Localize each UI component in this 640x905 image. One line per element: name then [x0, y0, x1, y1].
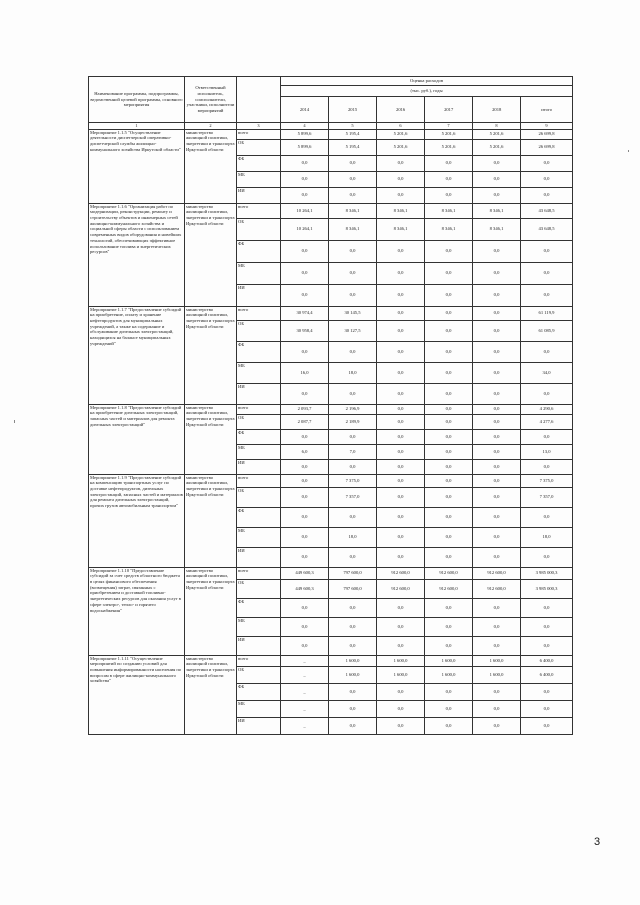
funding-source: всего — [237, 567, 281, 579]
year-value: 0,0 — [473, 700, 521, 717]
year-value: 0,0 — [377, 459, 425, 474]
table-header — [89, 77, 573, 130]
year-value: 0,0 — [377, 171, 425, 187]
col-index: 2 — [185, 123, 237, 130]
year-value: 0,0 — [425, 547, 473, 567]
year-value: 0,0 — [377, 487, 425, 507]
year-value: 0,0 — [473, 155, 521, 171]
year-value: 0,0 — [473, 474, 521, 487]
year-value: 0,0 — [473, 459, 521, 474]
total-value: 34,0 — [521, 362, 573, 383]
activity-name: Мероприятие 1.1.10 "Предоставление субсидий за счет средств областного бюджета в целях финансового обеспечения (возмещения) затрат, связанных с приобретением и доставкой топливно-энергетических ресурсов для оказания услуг в сфере электро-, тепло- и горячего водоснабжения" — [89, 567, 185, 655]
year-value: 30 145,5 — [329, 306, 377, 320]
year-value: 0,0 — [425, 717, 473, 734]
year-value: 2 189,9 — [329, 414, 377, 429]
total-value: 3 985 000,3 — [521, 579, 573, 598]
year-value: 8 346,1 — [425, 218, 473, 240]
year-value: 30 974,4 — [281, 306, 329, 320]
year-value: 0,0 — [425, 320, 473, 341]
year-value: 0,0 — [377, 636, 425, 655]
year-value: 5 201,6 — [425, 139, 473, 155]
year-value: 7 375,0 — [329, 474, 377, 487]
table-row — [89, 655, 573, 666]
total-value: 0,0 — [521, 459, 573, 474]
year-value: 0,0 — [281, 487, 329, 507]
col-index: 5 — [329, 123, 377, 130]
funding-source: ФБ — [237, 155, 281, 171]
year-value: 0,0 — [473, 414, 521, 429]
year-value: 0,0 — [473, 171, 521, 187]
year-value: 0,0 — [473, 320, 521, 341]
total-value: 3 985 000,3 — [521, 567, 573, 579]
year-value: 912 600,0 — [473, 579, 521, 598]
funding-source: всего — [237, 655, 281, 666]
years-row — [281, 97, 572, 122]
funding-source: ФБ — [237, 598, 281, 617]
col-index: 7 — [425, 123, 473, 130]
year-value: 0,0 — [281, 171, 329, 187]
executor-name: министерство жилищной политики, энергетики и транспорта Иркутской области — [185, 567, 237, 655]
total-value: 0,0 — [521, 155, 573, 171]
year-value: 0,0 — [329, 617, 377, 636]
funding-source: ФБ — [237, 683, 281, 700]
total-value: 43 648,5 — [521, 218, 573, 240]
col-index: 9 — [521, 123, 573, 130]
year-value: 10 264,1 — [281, 203, 329, 218]
total-value: 0,0 — [521, 700, 573, 717]
year-header: 2017 — [425, 97, 473, 122]
estimate-subheader — [281, 86, 573, 123]
year-value: 1 600,0 — [377, 655, 425, 666]
year-value: 0,0 — [425, 459, 473, 474]
scan-speck — [14, 420, 15, 423]
year-value: 0,0 — [377, 240, 425, 262]
activity-name: Мероприятие 1.1.7 "Предоставление субсидий на приобретение, оплату и хранение нефтепродуктов для муниципальных учреждений, а также на содержание и обслуживание дизельных электростанций, находящихся на балансе муниципальных учреждений" — [89, 306, 185, 404]
funding-source: ИИ — [237, 187, 281, 203]
executor-name: министерство жилищной политики, энергетики и транспорта Иркутской области — [185, 129, 237, 203]
year-value: 1 600,0 — [377, 666, 425, 683]
year-value: _ — [281, 683, 329, 700]
estimate-unit: (тыс. руб.), годы — [281, 86, 572, 97]
year-value: _ — [281, 717, 329, 734]
total-value: 0,0 — [521, 171, 573, 187]
total-value: 61 085,9 — [521, 320, 573, 341]
year-value: 1 600,0 — [329, 655, 377, 666]
table-body — [89, 129, 573, 734]
year-value: 0,0 — [281, 474, 329, 487]
funding-source: ОБ — [237, 414, 281, 429]
year-value: 0,0 — [329, 429, 377, 444]
total-value: 0,0 — [521, 617, 573, 636]
year-value: 1 600,0 — [473, 655, 521, 666]
year-value: 5 195,4 — [329, 139, 377, 155]
funding-source: МБ — [237, 527, 281, 547]
year-value: 0,0 — [377, 507, 425, 527]
table-row — [89, 404, 573, 414]
total-value: 43 648,5 — [521, 203, 573, 218]
year-value: 0,0 — [473, 717, 521, 734]
year-value: 449 600,3 — [281, 579, 329, 598]
year-value: 0,0 — [425, 444, 473, 459]
year-value: _ — [281, 700, 329, 717]
year-value: 0,0 — [377, 527, 425, 547]
year-value: 2 087,7 — [281, 414, 329, 429]
funding-source: ИИ — [237, 383, 281, 404]
funding-source: ИИ — [237, 459, 281, 474]
year-value: 0,0 — [473, 362, 521, 383]
year-value: 0,0 — [329, 187, 377, 203]
funding-source: ОБ — [237, 139, 281, 155]
year-value: 5 201,6 — [425, 129, 473, 139]
year-value: 449 600,3 — [281, 567, 329, 579]
year-value: 0,0 — [377, 444, 425, 459]
year-value: 797 600,0 — [329, 579, 377, 598]
year-value: 0,0 — [377, 320, 425, 341]
total-value: 0,0 — [521, 547, 573, 567]
activity-name: Мероприятие 1.1.8 "Предоставление субсидий на приобретение дизельных электростанций, запасных частей и материалов для ремонта дизельных электростанций" — [89, 404, 185, 474]
year-value: 0,0 — [377, 474, 425, 487]
year-value: 0,0 — [425, 429, 473, 444]
year-value: 0,0 — [377, 284, 425, 306]
year-value: 6,0 — [281, 444, 329, 459]
year-value: 912 600,0 — [425, 579, 473, 598]
total-value: 0,0 — [521, 598, 573, 617]
year-value: 912 600,0 — [377, 579, 425, 598]
year-value: 1 600,0 — [329, 666, 377, 683]
funding-source: ОБ — [237, 320, 281, 341]
year-value: 0,0 — [473, 284, 521, 306]
funding-source: ОБ — [237, 666, 281, 683]
year-value: 0,0 — [473, 306, 521, 320]
total-value: 6 400,0 — [521, 655, 573, 666]
year-header: 2014 — [281, 97, 329, 122]
year-value: 0,0 — [473, 187, 521, 203]
year-value: 0,0 — [425, 507, 473, 527]
year-value: 0,0 — [329, 155, 377, 171]
year-value: 16,0 — [281, 362, 329, 383]
year-value: _ — [281, 655, 329, 666]
year-value: 18,0 — [329, 362, 377, 383]
year-value: 8 346,1 — [329, 203, 377, 218]
col-index: 4 — [281, 123, 329, 130]
col-index: 3 — [237, 123, 281, 130]
year-value: 0,0 — [377, 717, 425, 734]
year-header: 2015 — [329, 97, 377, 122]
year-value: 0,0 — [281, 507, 329, 527]
year-value: 0,0 — [473, 683, 521, 700]
year-value: 7 357,0 — [329, 487, 377, 507]
year-value: 0,0 — [473, 341, 521, 362]
col-source-header — [237, 77, 281, 123]
year-value: 0,0 — [377, 262, 425, 284]
year-value: 0,0 — [425, 240, 473, 262]
year-value: 10 264,1 — [281, 218, 329, 240]
total-value: 0,0 — [521, 240, 573, 262]
funding-source: МБ — [237, 444, 281, 459]
activity-name: Мероприятие 1.1.5 "Осуществление деятельности диспетчерской оперативно-диспетчерской службы жилищно-коммунального хозяйства Иркутской области" — [89, 129, 185, 203]
total-value: 26 699,8 — [521, 129, 573, 139]
funding-source: ФБ — [237, 507, 281, 527]
year-value: 5 201,6 — [473, 139, 521, 155]
year-value: 0,0 — [281, 598, 329, 617]
year-value: 0,0 — [425, 683, 473, 700]
year-value: 8 346,1 — [377, 203, 425, 218]
total-value: 13,0 — [521, 444, 573, 459]
year-value: 0,0 — [473, 383, 521, 404]
year-value: 0,0 — [425, 171, 473, 187]
year-value: 0,0 — [425, 487, 473, 507]
funding-source: ОБ — [237, 487, 281, 507]
year-value: 0,0 — [281, 547, 329, 567]
total-value: 61 119,9 — [521, 306, 573, 320]
year-value: 8 346,1 — [425, 203, 473, 218]
year-value: 0,0 — [425, 414, 473, 429]
year-value: 0,0 — [473, 487, 521, 507]
year-value: 0,0 — [377, 617, 425, 636]
year-value: 0,0 — [329, 171, 377, 187]
funding-source: ФБ — [237, 240, 281, 262]
funding-source: всего — [237, 306, 281, 320]
year-value: 0,0 — [425, 527, 473, 547]
funding-source: всего — [237, 474, 281, 487]
funding-source: МБ — [237, 262, 281, 284]
executor-name: министерство жилищной политики, энергетики и транспорта Иркутской области — [185, 404, 237, 474]
col-executor-header: Ответственный исполнитель, соисполнители, участники, исполнители мероприятий — [185, 77, 237, 123]
year-value: 0,0 — [377, 700, 425, 717]
funding-source: ИИ — [237, 284, 281, 306]
year-value: 0,0 — [425, 636, 473, 655]
total-value: 0,0 — [521, 284, 573, 306]
year-value: 912 600,0 — [425, 567, 473, 579]
year-header: 2016 — [377, 97, 425, 122]
year-value: 0,0 — [377, 341, 425, 362]
year-value: 0,0 — [473, 429, 521, 444]
year-value: 1 600,0 — [425, 666, 473, 683]
budget-table — [88, 76, 573, 735]
activity-name: Мероприятие 1.1.9 "Предоставление субсидий на компенсацию транспортных услуг по доставке нефтепродуктов, дизельных электростанций, запасных частей и материалов для ремонта дизельных электростанций, прочих грузов автомобильным транспортом" — [89, 474, 185, 567]
activity-name: Мероприятие 1.1.11 "Осуществление мероприятий по созданию условий для повышения информированности населения по вопросам в сфере жилищно-коммунального хозяйства" — [89, 655, 185, 734]
year-value: 0,0 — [473, 507, 521, 527]
year-value: 0,0 — [473, 262, 521, 284]
table-row — [89, 306, 573, 320]
year-value: 0,0 — [425, 341, 473, 362]
year-value: 0,0 — [473, 636, 521, 655]
year-value: 0,0 — [473, 240, 521, 262]
year-value: 1 600,0 — [473, 666, 521, 683]
year-value: 8 346,1 — [329, 218, 377, 240]
year-value: 0,0 — [329, 717, 377, 734]
year-value: 1 600,0 — [425, 655, 473, 666]
year-value: 0,0 — [377, 306, 425, 320]
year-value: 5 195,4 — [329, 129, 377, 139]
year-value: 0,0 — [281, 155, 329, 171]
year-value: 912 600,0 — [473, 567, 521, 579]
year-value: 0,0 — [473, 444, 521, 459]
year-value: 0,0 — [425, 598, 473, 617]
year-value: 0,0 — [281, 284, 329, 306]
year-value: 0,0 — [281, 459, 329, 474]
year-value: 0,0 — [473, 598, 521, 617]
total-header: итого — [541, 106, 553, 112]
year-value: _ — [281, 666, 329, 683]
funding-source: МБ — [237, 700, 281, 717]
year-value: 0,0 — [473, 547, 521, 567]
year-value: 0,0 — [329, 683, 377, 700]
executor-name: министерство жилищной политики, энергетики и транспорта Иркутской области — [185, 203, 237, 306]
total-value: 4 277,6 — [521, 414, 573, 429]
year-value: 0,0 — [473, 617, 521, 636]
year-value: 0,0 — [377, 383, 425, 404]
year-value: 0,0 — [329, 636, 377, 655]
col-index: 1 — [89, 123, 185, 130]
year-value: 5 201,6 — [377, 129, 425, 139]
year-value: 0,0 — [425, 404, 473, 414]
year-value: 0,0 — [281, 617, 329, 636]
col-program-header: Наименование программы, подпрограммы, ведомственной целевой программы, основного мероприятия — [89, 77, 185, 123]
year-value: 0,0 — [377, 547, 425, 567]
year-header: 2018 — [473, 97, 521, 122]
table-row — [89, 474, 573, 487]
year-value: 0,0 — [425, 617, 473, 636]
year-value: 0,0 — [377, 187, 425, 203]
funding-source: всего — [237, 203, 281, 218]
total-value: 7 375,0 — [521, 474, 573, 487]
year-value: 912 600,0 — [377, 567, 425, 579]
year-value: 0,0 — [329, 547, 377, 567]
total-value: 7 357,0 — [521, 487, 573, 507]
funding-source: МБ — [237, 171, 281, 187]
table-row — [89, 129, 573, 139]
funding-source: МБ — [237, 362, 281, 383]
total-value: 0,0 — [521, 262, 573, 284]
executor-name: министерство жилищной политики, энергетики и транспорта Иркутской области — [185, 306, 237, 404]
total-value: 6 400,0 — [521, 666, 573, 683]
year-value: 0,0 — [281, 383, 329, 404]
year-value: 0,0 — [425, 700, 473, 717]
year-value: 18,0 — [329, 527, 377, 547]
total-value: 0,0 — [521, 507, 573, 527]
year-value: 0,0 — [281, 527, 329, 547]
total-value: 0,0 — [521, 429, 573, 444]
year-value: 0,0 — [281, 429, 329, 444]
year-value: 0,0 — [425, 187, 473, 203]
funding-source: ИИ — [237, 717, 281, 734]
year-value: 0,0 — [329, 507, 377, 527]
funding-source: ИИ — [237, 636, 281, 655]
year-value: 2 196,9 — [329, 404, 377, 414]
year-value: 5 201,6 — [473, 129, 521, 139]
year-value: 0,0 — [329, 598, 377, 617]
table-row — [89, 203, 573, 218]
year-value: 0,0 — [281, 187, 329, 203]
total-value: 0,0 — [521, 187, 573, 203]
total-value: 0,0 — [521, 383, 573, 404]
year-value: 8 346,1 — [473, 218, 521, 240]
total-value: 18,0 — [521, 527, 573, 547]
year-value: 0,0 — [425, 262, 473, 284]
funding-source: ФБ — [237, 341, 281, 362]
year-value: 0,0 — [329, 262, 377, 284]
funding-source: ОБ — [237, 218, 281, 240]
year-value: 0,0 — [473, 527, 521, 547]
year-value: 0,0 — [377, 683, 425, 700]
year-value: 0,0 — [377, 155, 425, 171]
year-value: 0,0 — [281, 341, 329, 362]
year-value: 2 093,7 — [281, 404, 329, 414]
year-value: 0,0 — [425, 383, 473, 404]
year-value: 0,0 — [425, 362, 473, 383]
year-value: 0,0 — [377, 414, 425, 429]
total-value: 0,0 — [521, 717, 573, 734]
year-value: 0,0 — [425, 306, 473, 320]
year-value: 8 346,1 — [473, 203, 521, 218]
funding-source: всего — [237, 404, 281, 414]
year-value: 0,0 — [377, 429, 425, 444]
col-index: 8 — [473, 123, 521, 130]
year-value: 0,0 — [473, 404, 521, 414]
year-value: 0,0 — [425, 155, 473, 171]
year-value: 0,0 — [329, 240, 377, 262]
total-value: 0,0 — [521, 683, 573, 700]
estimate-title: Оценка расходов — [281, 77, 573, 86]
year-value: 0,0 — [329, 700, 377, 717]
year-value: 0,0 — [377, 598, 425, 617]
table-row — [89, 567, 573, 579]
executor-name: министерство жилищной политики, энергетики и транспорта Иркутской области — [185, 655, 237, 734]
year-value: 5 899,6 — [281, 139, 329, 155]
total-value: 4 290,6 — [521, 404, 573, 414]
total-value: 0,0 — [521, 341, 573, 362]
total-value: 26 699,8 — [521, 139, 573, 155]
funding-source: МБ — [237, 617, 281, 636]
scan-speck — [628, 150, 629, 152]
funding-source: всего — [237, 129, 281, 139]
year-value: 0,0 — [377, 404, 425, 414]
funding-source: ОБ — [237, 579, 281, 598]
year-value: 0,0 — [281, 636, 329, 655]
executor-name: министерство жилищной политики, энергетики и транспорта Иркутской области — [185, 474, 237, 567]
year-value: 0,0 — [329, 341, 377, 362]
col-index: 6 — [377, 123, 425, 130]
year-value: 0,0 — [281, 240, 329, 262]
funding-source: ФБ — [237, 429, 281, 444]
year-value: 5 899,6 — [281, 129, 329, 139]
year-value: 0,0 — [281, 262, 329, 284]
total-value: 0,0 — [521, 636, 573, 655]
funding-source: ИИ — [237, 547, 281, 567]
activity-name: Мероприятие 1.1.6 "Организация работ по модернизации, реконструкции, ремонту и строительству объектов и инженерных сетей жилищно-коммунального хозяйства и социальной сферы области с использованием современных видов оборудования и новейших технологий, обеспечивающих эффективное использование топлива и энергетических ресурсов" — [89, 203, 185, 306]
year-value: 0,0 — [377, 362, 425, 383]
year-value: 0,0 — [425, 284, 473, 306]
year-value: 30 127,5 — [329, 320, 377, 341]
page-number: 3 — [594, 836, 601, 848]
year-value: 0,0 — [329, 383, 377, 404]
year-value: 7,0 — [329, 444, 377, 459]
year-value: 30 958,4 — [281, 320, 329, 341]
year-value: 0,0 — [329, 459, 377, 474]
year-value: 797 600,0 — [329, 567, 377, 579]
year-value: 8 346,1 — [377, 218, 425, 240]
year-value: 0,0 — [425, 474, 473, 487]
year-value: 5 201,6 — [377, 139, 425, 155]
year-value: 0,0 — [329, 284, 377, 306]
